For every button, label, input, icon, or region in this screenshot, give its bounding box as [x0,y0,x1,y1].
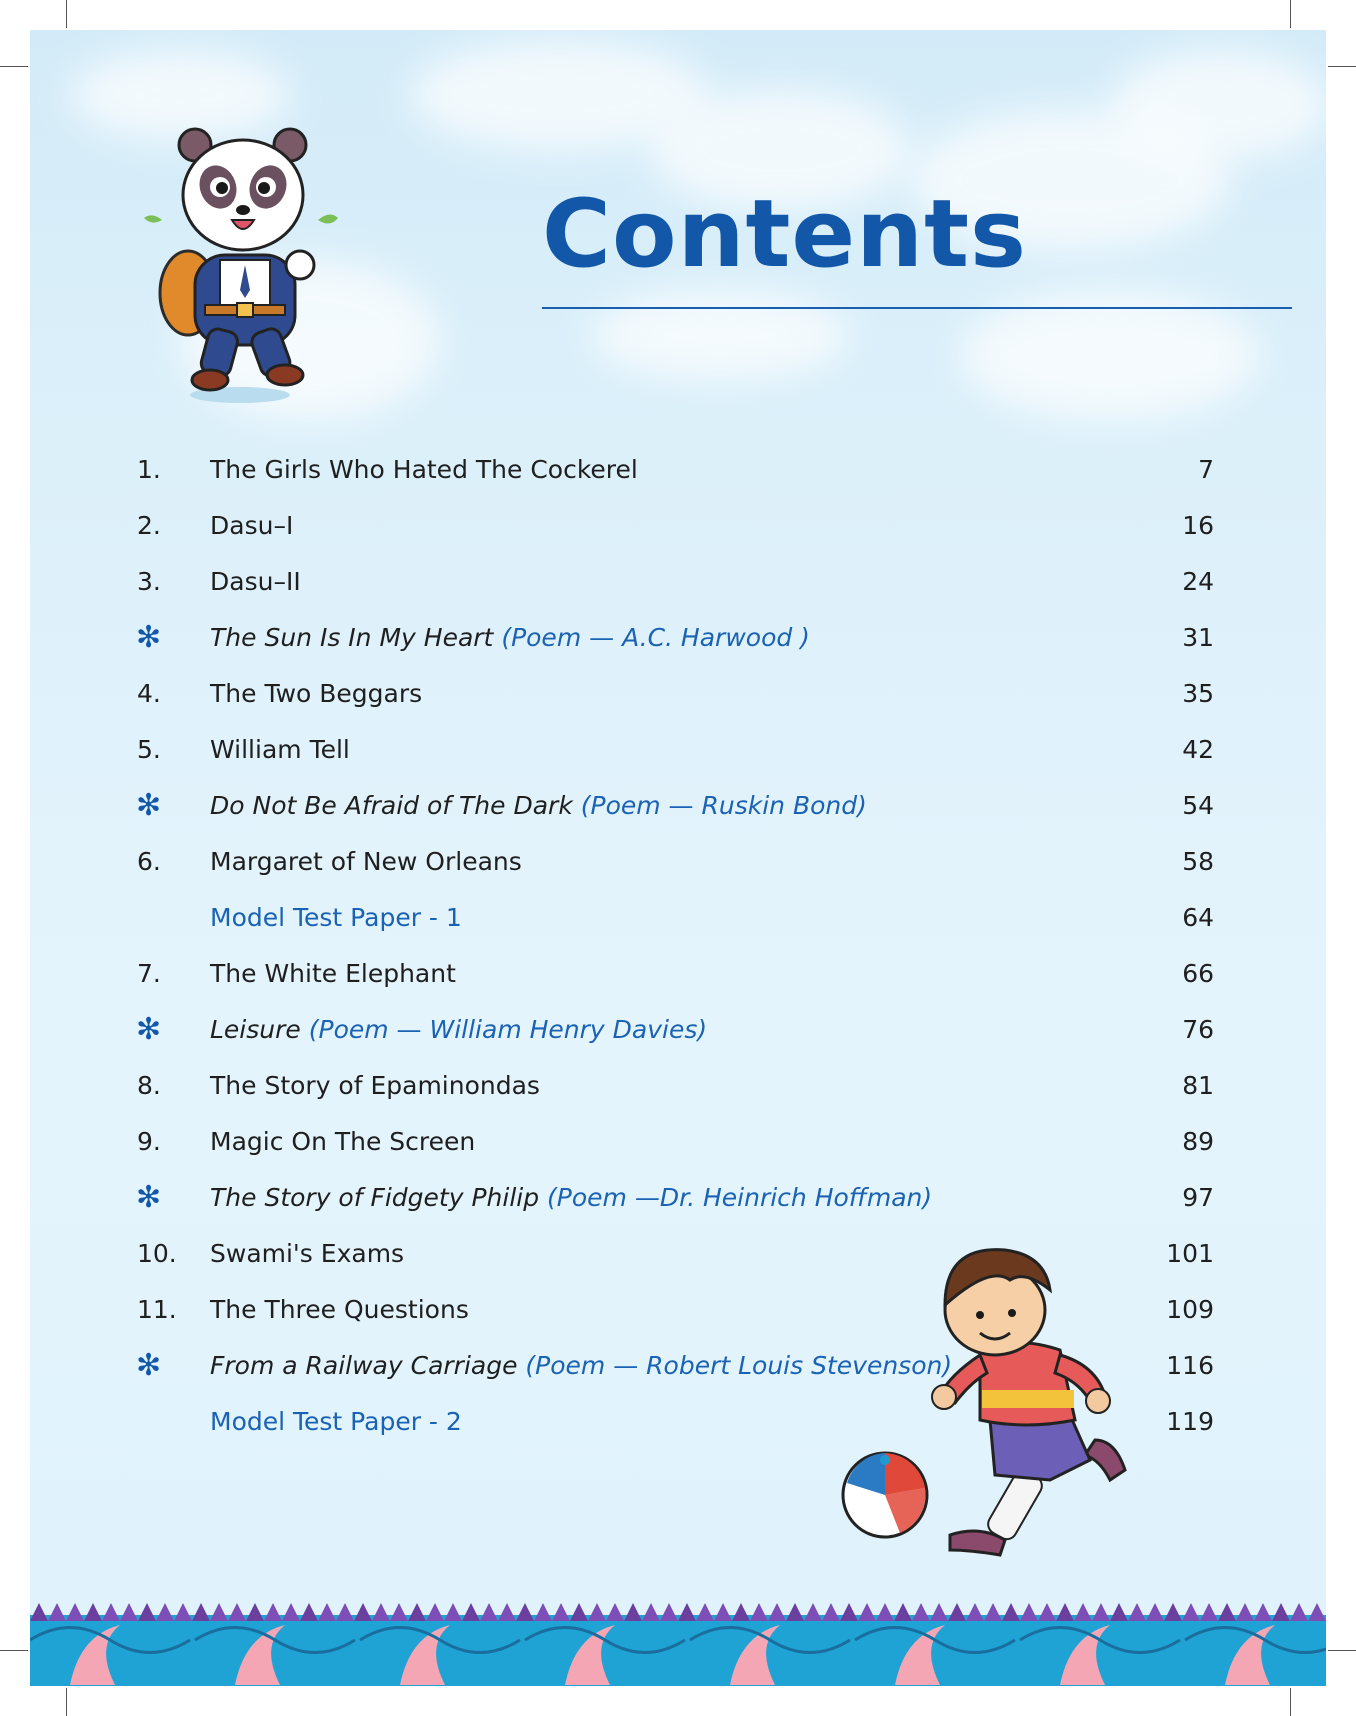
poem-author-note: (Poem — William Henry Davies) [308,1015,708,1044]
entry-title [210,735,350,764]
entry-page-number: 109 [1166,1295,1214,1324]
crop-mark [1290,1688,1291,1716]
entry-title [210,1127,475,1156]
poem-author-note: (Poem —Dr. Heinrich Hoffman) [547,1183,933,1212]
panda-illustration [140,125,350,405]
crop-mark [1328,1650,1356,1651]
entry-page-number: 58 [1182,847,1214,876]
entry-page-number: 97 [1182,1183,1214,1212]
entry-title [210,455,638,484]
entry-page-number: 16 [1182,511,1214,540]
entry-title-text: Dasu–I [210,511,294,540]
asterisk-icon: ✻ [136,788,162,823]
crop-mark [0,1650,28,1651]
entry-title [210,847,522,876]
toc-entry[interactable] [30,567,1326,623]
toc-entry[interactable] [30,511,1326,567]
crop-mark [66,0,67,28]
boy-with-ball-illustration [840,1235,1170,1575]
toc-entry[interactable] [30,1127,1326,1183]
toc-entry[interactable] [30,455,1326,511]
entry-title [210,1183,932,1212]
toc-entry[interactable] [30,679,1326,735]
entry-page-number: 89 [1182,1127,1214,1156]
entry-title [210,1295,469,1324]
entry-title [210,1071,540,1100]
entry-title-text: The Three Questions [210,1295,469,1324]
poem-author-note: (Poem — Robert Louis Stevenson) [525,1351,953,1380]
entry-page-number: 119 [1166,1407,1214,1436]
entry-page-number: 101 [1166,1239,1214,1268]
entry-number: 11. [137,1295,177,1324]
entry-title-text: Leisure [210,1015,301,1044]
entry-number: 4. [137,679,161,708]
toc-entry[interactable] [30,847,1326,903]
cloud [590,290,850,380]
entry-title [210,1239,404,1268]
entry-number: 1. [137,455,161,484]
entry-title [210,1015,707,1044]
entry-title [210,1407,462,1436]
poem-author-note: (Poem — Ruskin Bond) [580,791,867,820]
toc-entry[interactable] [30,620,1326,679]
toc-entry[interactable] [30,735,1326,791]
contents-page [30,30,1326,1686]
toc-entry[interactable] [30,903,1326,959]
entry-title [210,511,293,540]
decorative-border [30,1585,1326,1686]
entry-page-number: 116 [1166,1351,1214,1380]
entry-number: 10. [137,1239,177,1268]
entry-number: 3. [137,567,161,596]
entry-title-text: The Story of Epaminondas [210,1071,540,1100]
entry-title-text: Model Test Paper - 2 [210,1407,462,1436]
entry-title [210,623,810,652]
entry-page-number: 35 [1182,679,1214,708]
entry-number: 8. [137,1071,161,1100]
entry-title-text: Do Not Be Afraid of The Dark [210,791,573,820]
entry-title [210,959,456,988]
entry-number: 9. [137,1127,161,1156]
entry-title-text: Swami's Exams [210,1239,405,1268]
entry-page-number: 7 [1198,455,1214,484]
toc-entry[interactable] [30,788,1326,847]
asterisk-icon: ✻ [136,620,162,655]
entry-title [210,679,422,708]
entry-number: 5. [137,735,161,764]
entry-title-text: Magic On The Screen [210,1127,476,1156]
crop-mark [66,1688,67,1716]
entry-title-text: Dasu–II [210,567,301,596]
entry-title-text: The Story of Fidgety Philip [210,1183,540,1212]
entry-page-number: 24 [1182,567,1214,596]
crop-mark [0,66,28,67]
asterisk-icon: ✻ [136,1012,162,1047]
entry-page-number: 42 [1182,735,1214,764]
entry-page-number: 81 [1182,1071,1214,1100]
asterisk-icon: ✻ [136,1348,162,1383]
crop-mark [1290,0,1291,28]
entry-page-number: 54 [1182,791,1214,820]
entry-title-text: The Girls Who Hated The Cockerel [210,455,638,484]
entry-title-text: From a Railway Carriage [210,1351,518,1380]
poem-author-note: (Poem — A.C. Harwood ) [501,623,810,652]
entry-title [210,567,301,596]
entry-title-text: Margaret of New Orleans [210,847,522,876]
toc-entry[interactable] [30,959,1326,1015]
toc-entry[interactable] [30,1180,1326,1239]
page-title: Contents [542,180,1027,289]
entry-page-number: 66 [1182,959,1214,988]
entry-title-text: Model Test Paper - 1 [210,903,462,932]
toc-entry[interactable] [30,1012,1326,1071]
entry-page-number: 31 [1182,623,1214,652]
title-underline [542,307,1292,309]
entry-title [210,791,867,820]
entry-page-number: 76 [1182,1015,1214,1044]
entry-title [210,903,462,932]
toc-entry[interactable] [30,1071,1326,1127]
entry-number: 7. [137,959,161,988]
cloud [1110,50,1326,160]
crop-mark [1328,66,1356,67]
entry-title-text: The Sun Is In My Heart [210,623,494,652]
entry-number: 6. [137,847,161,876]
cloud [960,290,1260,420]
asterisk-icon: ✻ [136,1180,162,1215]
entry-page-number: 64 [1182,903,1214,932]
entry-title-text: William Tell [210,735,350,764]
entry-title-text: The White Elephant [210,959,456,988]
entry-title-text: The Two Beggars [210,679,423,708]
entry-number: 2. [137,511,161,540]
